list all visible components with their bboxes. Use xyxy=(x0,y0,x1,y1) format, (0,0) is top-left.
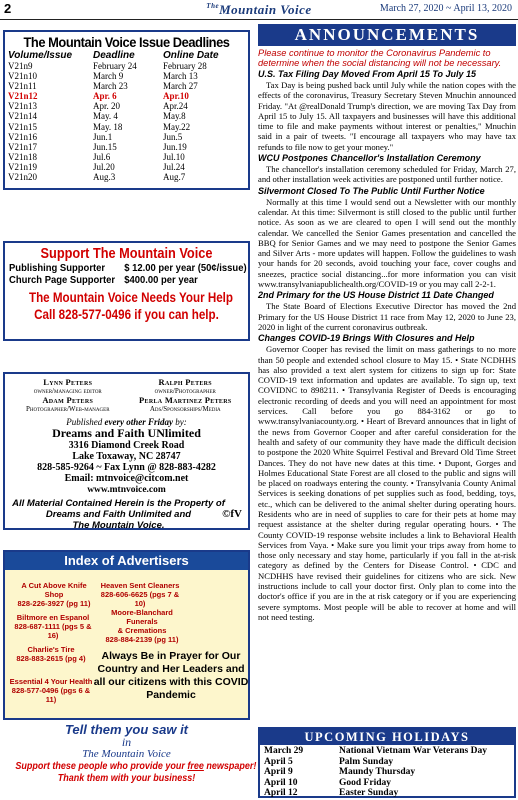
announcement-heading: WCU Postpones Chancellor's Installation Ceremony xyxy=(258,153,481,164)
table-row xyxy=(8,172,245,182)
announcement-heading: U.S. Tax Filing Day Moved From April 15 To July 15 xyxy=(258,69,477,79)
deadline-cell: March 23 xyxy=(93,81,128,92)
table-row xyxy=(8,91,245,101)
tell-line-2: in xyxy=(121,735,132,749)
holiday-date: April 10 xyxy=(264,777,298,788)
deadline-cell: V21n17 xyxy=(8,141,37,152)
deadline-cell: V21n19 xyxy=(8,161,37,172)
announcement-heading: Silvermont Closed To The Public Until Further Notice xyxy=(258,185,485,196)
table-row xyxy=(8,61,245,71)
support-box xyxy=(3,241,250,341)
tell-line-3: The Mountain Voice xyxy=(82,748,171,760)
deadline-cell: Jul.20 xyxy=(93,161,115,172)
deadline-cell: Aug.3 xyxy=(93,172,116,183)
announcements-title: ANNOUNCEMENTS xyxy=(258,24,516,46)
deadline-cell: March 13 xyxy=(163,71,198,82)
deadline-cell: V21n14 xyxy=(8,111,37,122)
staff-adam: Adam Peters Photographer/Web-manager xyxy=(25,395,110,413)
holiday-row xyxy=(264,778,487,789)
deadline-cell: Aug.7 xyxy=(163,172,186,183)
holiday-date: April 12 xyxy=(264,788,298,798)
deadline-cell: Jun.1 xyxy=(93,131,113,142)
holiday-name: Easter Sunday xyxy=(339,788,399,798)
ad-charlies-tire[interactable]: Charlie's Tire 828-883-2615 (pg 4) xyxy=(16,645,86,663)
table-row xyxy=(8,142,245,152)
masthead-name: Mountain Voice xyxy=(219,2,312,17)
deadline-cell: May. 4 xyxy=(93,111,118,122)
table-row xyxy=(8,101,245,111)
mountain-voice-logo-icon: ©fV xyxy=(222,508,242,520)
staff-box xyxy=(3,372,250,530)
table-row xyxy=(8,122,245,132)
advertisers-title: Index of Advertisers xyxy=(5,552,248,570)
holiday-date: April 5 xyxy=(264,756,293,767)
deadline-cell: Jun.19 xyxy=(163,141,187,152)
deadlines-column-header: Online Date xyxy=(163,50,219,61)
ad-moore-blanchard[interactable]: Moore-Blanchard Funerals & Cremations 828-884-2139 (pg 11) xyxy=(105,608,179,644)
rights-line-1: All Material Contained Herein is the Property of xyxy=(12,498,225,509)
announcements-list xyxy=(258,69,516,622)
deadline-cell: V21n11 xyxy=(8,81,37,92)
staff-ralph: Ralph Peters owner/Photographer xyxy=(154,377,216,395)
address-line-1: 3316 Diamond Creek Road xyxy=(68,440,185,451)
support-row-publishing: Publishing Supporter $ 12.00 per year (50¢/issue) xyxy=(9,262,247,274)
deadline-cell: V21n9 xyxy=(8,61,33,71)
table-row xyxy=(8,111,245,121)
deadline-cell: Apr.10 xyxy=(163,91,189,102)
deadline-cell: March 9 xyxy=(93,71,124,82)
announcement-body: Governor Cooper has revised the limit on mass gatherings to no more than 50 people and extended school closure to May 15. • State NCDHHS has also provided a text alert system for citizens to sign up for: State COVID-19 text information and updates are available. To sign up, text COVIDNC to 898211. • Transylvania Register of Deeds is encouraging electronic recording of deeds and you will need an appointment for most services. Call before you go 884-3162 or go to www.transylvaniacounty.org. • Heart of Brevard announces that in light of the news from Governor Cooper and after careful consideration for the health and safety of our community they have made the difficult decision to postpone the 2020 White Squirrel Festival and Brevard Old Time Street Dances. They do not have new dates at this time. • Dupont, Gorges and Holmes Educational State Forest are all closed to the public and signs will be placed on roadways entering the county. • Transylvania County Animal Services is seeking donations of pet supplies such as food, bedding, toys, etc., which can be delivered to the animal shelter during operating hours. Residents who are in need of supplies to care for their pets at home may request assistance at the shelter during regular operating hours. • The County COVID-19 response website includes a link to Behavioral Health Services from Vaya. • Make sure you limit your trips away from home to those only necessary and stay home, particularly if you fall in the at-risk category as defined by the Centers for Disease Control. • CDC and NCDHHS have revised their guidelines for citizens who are sick. New instructions include to call your doctor first. Only plan to come into the doctor's office if you are in the at risk category or if you are experiencing severe symptoms. Most people will be able to recover at home and will not need testing. xyxy=(258,344,516,622)
upcoming-holidays-box xyxy=(258,727,516,798)
deadlines-column-header: Deadline xyxy=(93,50,135,61)
deadline-cell: Apr. 6 xyxy=(93,91,117,102)
company-name: Dreams and Faith UNlimited xyxy=(52,426,201,440)
support-needs-help: The Mountain Voice Needs Your Help xyxy=(28,289,234,305)
address-line-2: Lake Toxaway, NC 28747 xyxy=(72,451,181,462)
deadline-cell: Jul.24 xyxy=(163,161,185,172)
holiday-row xyxy=(264,746,487,757)
deadline-cell: May.8 xyxy=(163,111,186,122)
deadline-cell: May.22 xyxy=(163,121,191,132)
deadline-cell: Jun.15 xyxy=(93,141,117,152)
deadline-cell: V21n16 xyxy=(8,131,37,142)
deadline-cell: March 27 xyxy=(163,81,198,92)
announcement-body: The State Board of Elections Executive Director has moved the 2nd Primary for the US House District 11 race from May 12, 2020 to June 23, 2020 in light of the current coronavirus outbreak. xyxy=(258,301,516,332)
holiday-row xyxy=(264,788,487,799)
rights-line-3: The Mountain Voice. xyxy=(72,520,165,531)
staff-lynn: Lynn Peters owner/managing editor xyxy=(33,377,102,395)
support-title: Support The Mountain Voice xyxy=(40,245,213,262)
issue-deadlines-box xyxy=(3,30,250,190)
published-line: Published every other Friday by: xyxy=(66,417,187,427)
deadline-cell: V21n20 xyxy=(8,172,37,183)
support-row-church: Church Page Supporter $400.00 per year xyxy=(9,274,198,286)
staff-perla: Perla Martinez Peters Ads/Sponsorships/Media xyxy=(139,395,232,413)
website-link[interactable]: www.mtnvoice.com xyxy=(87,485,166,495)
deadline-cell: February 28 xyxy=(163,61,207,71)
holiday-name: Palm Sunday xyxy=(339,756,394,767)
tell-line-4: Support these people who provide your free newspaper! xyxy=(15,761,257,772)
phone-numbers: 828-585-9264 ~ Fax Lynn @ 828-883-4282 xyxy=(37,462,216,473)
announcements-column xyxy=(258,24,516,622)
announcement-body: Tax Day is being pushed back until July while the nation copes with the effects of the coronavirus, Treasury Secretary Steven Mnuchin announced Friday. "At @realDonald Trump's direction, we are moving Tax Day from April 15 to July 15. All taxpayers and businesses will have this additional time to file and make payments without interest or penalties," Mnuchin said in a pair of tweets. "I encourage all taxpayers who may have tax refunds to file now to get your money." xyxy=(258,80,516,152)
deadline-cell: Jul.10 xyxy=(163,151,185,162)
deadlines-column-header: Volume/Issue xyxy=(8,50,73,61)
advertisers-box xyxy=(3,550,250,720)
announcement-body: The chancellor's installation ceremony scheduled for Friday, March 27, and other installation week activities are postponed until further notice. xyxy=(258,164,516,185)
holidays-title: UPCOMING HOLIDAYS xyxy=(260,729,514,745)
deadline-cell: Jul.6 xyxy=(93,151,111,162)
page-number: 2 xyxy=(4,1,12,16)
deadline-cell: February 24 xyxy=(93,61,137,71)
issue-date-range: March 27, 2020 ~ April 13, 2020 xyxy=(379,3,512,14)
staff-row-2 xyxy=(9,395,244,413)
prayer-message: Always Be in Prayer for Our Country and Her Leaders and all our citizens with this COVID Pandemic xyxy=(93,650,249,701)
deadline-cell: May. 18 xyxy=(93,121,123,132)
rights-line-2: Dreams and Faith Unlimited and xyxy=(45,509,192,520)
tell-them-block xyxy=(3,722,257,798)
deadlines-title: The Mountain Voice Issue Deadlines xyxy=(23,34,230,50)
deadlines-table xyxy=(8,51,245,182)
holiday-date: March 29 xyxy=(264,746,304,756)
support-call: Call 828-577-0496 if you can help. xyxy=(34,306,219,322)
holiday-row xyxy=(264,757,487,768)
holiday-name: Good Friday xyxy=(339,777,391,788)
holiday-name: Maundy Thursday xyxy=(339,767,416,777)
holiday-date: April 9 xyxy=(264,767,293,777)
deadline-cell: V21n10 xyxy=(8,71,37,82)
table-row xyxy=(8,71,245,81)
ad-heaven-sent[interactable]: Heaven Sent Cleaners 828-606-6625 (pgs 7 & 10) xyxy=(100,581,180,608)
ad-essential-health[interactable]: Essential 4 Your Health 828-577-0496 (pgs 6 & 11) xyxy=(9,677,93,704)
table-row xyxy=(8,162,245,172)
deadline-cell: V21n18 xyxy=(8,151,37,162)
table-row xyxy=(8,152,245,162)
deadline-cell: Apr. 20 xyxy=(93,101,120,112)
staff-row-1 xyxy=(9,377,244,395)
announcements-lead: Please continue to monitor the Coronavirus Pandemic to determine when the social distancing will not be necessary. xyxy=(258,48,502,68)
holidays-table xyxy=(264,746,487,799)
holiday-row xyxy=(264,767,487,778)
tell-line-1: Tell them you saw it xyxy=(64,722,189,737)
email-address[interactable]: Email: mtnvoice@citcom.net xyxy=(64,473,189,484)
table-row xyxy=(8,81,245,91)
announcement-heading: Changes COVID-19 Brings With Closures and Help xyxy=(258,333,475,344)
holiday-name: National Vietnam War Veterans Day xyxy=(339,746,487,756)
deadline-cell: V21n12 xyxy=(8,91,38,102)
tell-line-5: Thank them with your business! xyxy=(57,773,196,784)
deadline-cell: V21n15 xyxy=(8,121,37,132)
masthead-the: The xyxy=(206,2,220,10)
table-row xyxy=(8,132,245,142)
announcement-body: Normally at this time I would send out a Newsletter with our monthly calendar. At this time: Silvermont is still closed to the public until further notice. As soon as we are cleared to open I will send out the monthly calendar. We cancelled the Senior Games presentation and cancelled the BBQ for Senior Games and we may need to postpone the Senior Games and Silver Arts - more updates will happen. Follow the guidelines to wash your hands for 20 seconds, avoid touching your face, cover coughs and sneezes, practice social distancing...for more information you can visit www.transylvaniapublichealth.org/COVID-19 or you may call 2-2-1. xyxy=(258,196,516,290)
deadline-cell: V21n13 xyxy=(8,101,37,112)
ad-biltmore[interactable]: Biltmore en Espanol 828-687-1111 (pgs 5 & 16) xyxy=(14,613,92,640)
ad-knife-shop[interactable]: A Cut Above Knife Shop 828-226-3927 (pg 11) xyxy=(17,581,91,608)
page-header xyxy=(0,0,518,20)
deadline-cell: Jun.5 xyxy=(163,131,183,142)
deadline-cell: Apr.24 xyxy=(163,101,188,112)
announcement-heading: 2nd Primary for the US House District 11 Date Changed xyxy=(258,290,494,301)
